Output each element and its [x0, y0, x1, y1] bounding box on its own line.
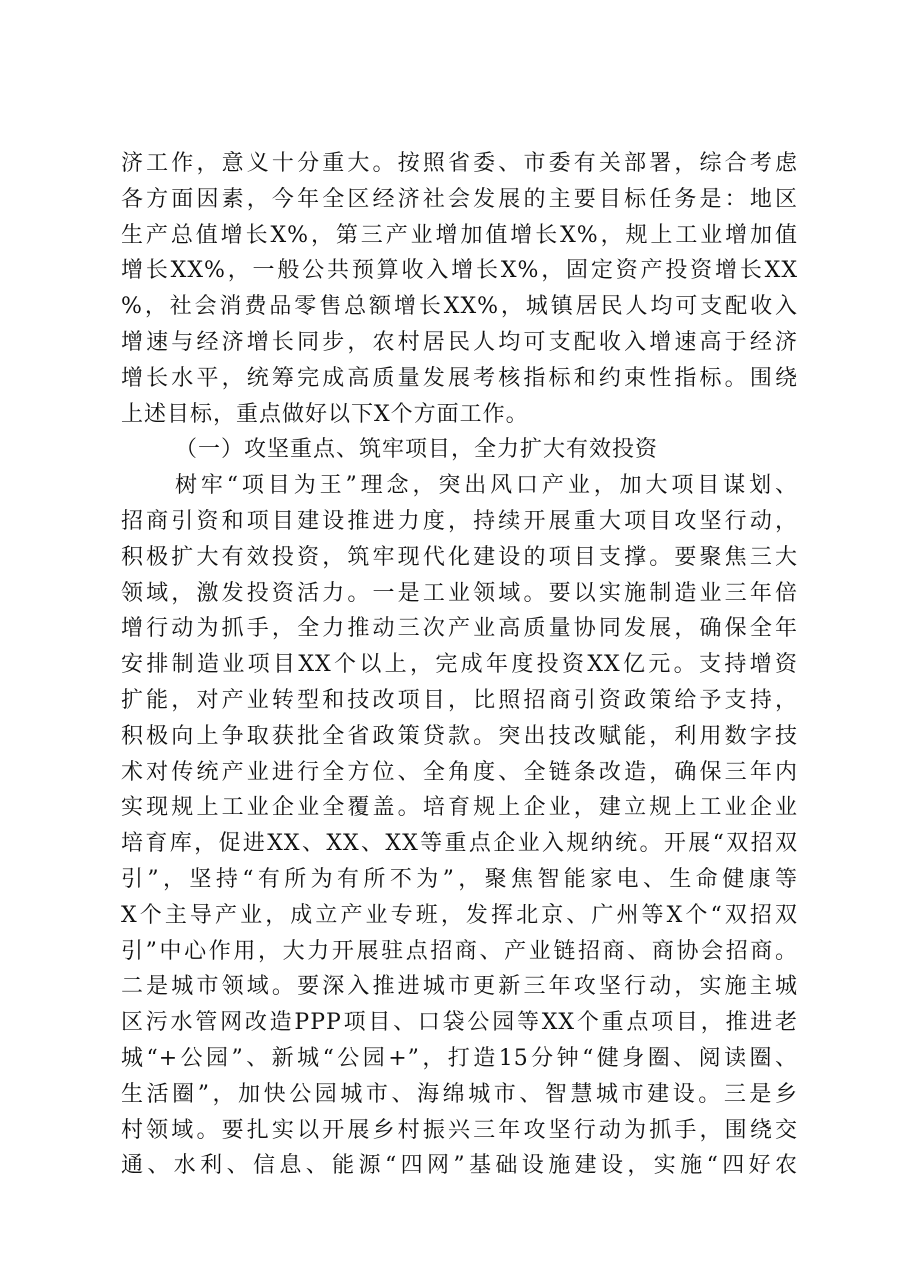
- text-line: 术对传统产业进行全方位、全角度、全链条改造，确保三年内: [121, 759, 798, 785]
- text-line: 领域，激发投资活力。一是工业领域。要以实施制造业三年倍: [121, 580, 798, 606]
- text-line: 村领域。要扎实以开展乡村振兴三年攻坚行动为抓手，围绕交: [121, 1117, 798, 1143]
- text-line: 招商引资和项目建设推进力度，持续开展重大项目攻坚行动，: [121, 508, 798, 534]
- text-line: 树牢“项目为王”理念，突出风口产业，加大项目谋划、: [175, 473, 798, 499]
- text-line: 积极向上争取获批全省政策贷款。突出技改赋能，利用数字技: [121, 723, 798, 749]
- text-line: %，社会消费品零售总额增长XX%，城镇居民人均可支配收入: [121, 294, 798, 320]
- text-line: 积极扩大有效投资，筑牢现代化建设的项目支撑。要聚焦三大: [121, 544, 798, 570]
- text-line: 培育库，促进XX、XX、XX等重点企业入规纳统。开展“双招双: [121, 831, 798, 857]
- text-line: 区污水管网改造PPP项目、口袋公园等XX个重点项目，推进老: [121, 1010, 798, 1036]
- text-line: 增长XX%，一般公共预算收入增长X%，固定资产投资增长XX: [121, 258, 798, 284]
- paragraph-targets: [121, 146, 798, 432]
- text-line: 各方面因素，今年全区经济社会发展的主要目标任务是：地区: [121, 186, 798, 212]
- text-line: 安排制造业项目XX个以上，完成年度投资XX亿元。支持增资: [121, 652, 798, 678]
- paragraph-investment: [121, 468, 798, 1184]
- text-line: 通、水利、信息、能源“四网”基础设施建设，实施“四好农: [121, 1153, 798, 1179]
- text-line: 生产总值增长X%，第三产业增加值增长X%，规上工业增加值: [121, 222, 798, 248]
- text-line: 二是城市领域。要深入推进城市更新三年攻坚行动，实施主城: [121, 974, 798, 1000]
- text-line: 引”中心作用，大力开展驻点招商、产业链招商、商协会招商。: [121, 938, 798, 964]
- document-body: [121, 146, 798, 1184]
- text-line: 实现规上工业企业全覆盖。培育规上企业，建立规上工业企业: [121, 795, 798, 821]
- text-line: 扩能，对产业转型和技改项目，比照招商引资政策给予支持，: [121, 687, 798, 713]
- text-line: 增长水平，统筹完成高质量发展考核指标和约束性指标。围绕: [121, 365, 798, 391]
- text-line: 生活圈”，加快公园城市、海绵城市、智慧城市建设。三是乡: [121, 1081, 798, 1107]
- text-line: 上述目标，重点做好以下X个方面工作。: [121, 401, 529, 427]
- text-line: 增速与经济增长同步，农村居民人均可支配收入增速高于经济: [121, 329, 798, 355]
- text-line: X个主导产业，成立产业专班，发挥北京、广州等X个“双招双: [121, 902, 798, 928]
- text-line: 增行动为抓手，全力推动三次产业高质量协同发展，确保全年: [121, 616, 798, 642]
- section-heading: （一）攻坚重点、筑牢项目，全力扩大有效投资: [175, 437, 659, 463]
- text-line: 城“+公园”、新城“公园+”，打造15分钟“健身圈、阅读圈、: [121, 1045, 798, 1071]
- text-line: 引”，坚持“有所为有所不为”，聚焦智能家电、生命健康等: [121, 866, 798, 892]
- text-line: 济工作，意义十分重大。按照省委、市委有关部署，综合考虑: [121, 151, 798, 176]
